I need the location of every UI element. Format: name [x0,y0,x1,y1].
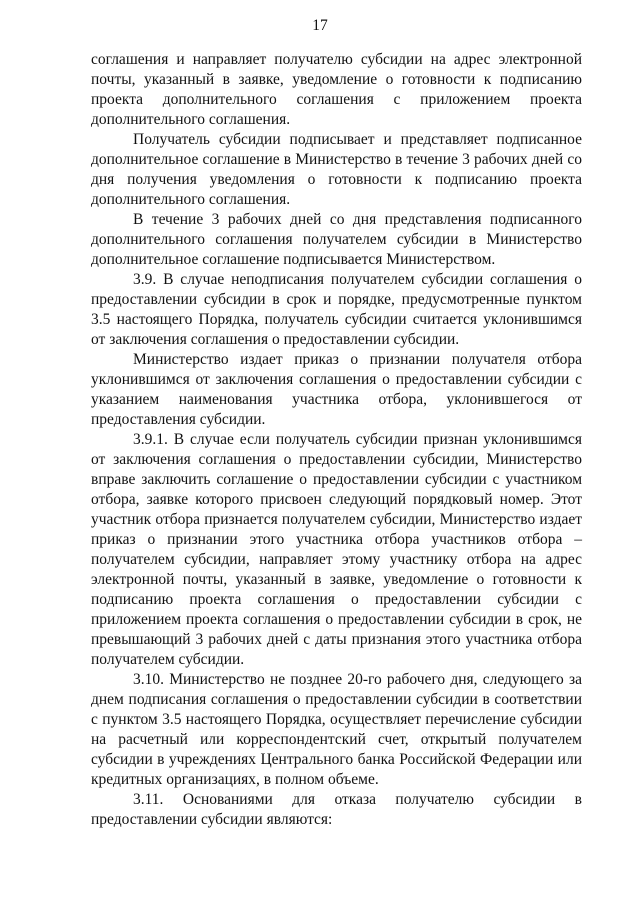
paragraph-clause-3-9-1: 3.9.1. В случае если получатель субсидии признан уклонившимся от заключения соглашения о предоставлении субсидии, Министерство вправе заключить соглашение о предоставлении субсидии с участником отбора, заявке которого присвоен следующий порядковый номер. Этот участник отбора признается получателем субсидии, Министерство издает приказ о признании этого участника отбора участников отбора – получателем субсидии, направляет этому участнику отбора на адрес электронной почты, указанный в заявке, уведомление о готовности к подписанию проекта соглашения о предоставлении субсидии с приложением проекта соглашения о предоставлении субсидии в срок, не превышающий 3 рабочих дней с даты признания этого участника отбора получателем субсидии. [91,431,582,668]
paragraph-clause-3-11: 3.11. Основаниями для отказа получателю субсидии в предоставлении субсидии являются: [91,791,582,828]
paragraph-continuation: соглашения и направляет получателю субсидии на адрес электронной почты, указанный в заявке, уведомление о готовности к подписанию проекта дополнительного соглашения с приложением проекта дополнительного соглашения. [91,51,582,128]
page-number: 17 [312,17,328,34]
paragraph: Получатель субсидии подписывает и представляет подписанное дополнительное соглашение в Министерство в течение 3 рабочих дней со дня получения уведомления о готовности к подписанию проекта дополнительного соглашения. [91,131,582,208]
paragraph: Министерство издает приказ о признании получателя отбора уклонившимся от заключения соглашения о предоставлении субсидии с указанием наименования участника отбора, уклонившегося от предоставления субсидии. [91,351,582,428]
document-body [91,50,582,830]
paragraph: В течение 3 рабочих дней со дня представления подписанного дополнительного соглашения получателем субсидии в Министерство дополнительное соглашение подписывается Министерством. [91,211,582,268]
paragraph-clause-3-9: 3.9. В случае неподписания получателем субсидии соглашения о предоставлении субсидии в срок и порядке, предусмотренные пунктом 3.5 настоящего Порядка, получатель субсидии считается уклонившимся от заключения соглашения о предоставлении субсидии. [91,271,582,348]
paragraph-clause-3-10: 3.10. Министерство не позднее 20-го рабочего дня, следующего за днем подписания соглашения о предоставлении субсидии в соответствии с пунктом 3.5 настоящего Порядка, осуществляет перечисление субсидии на расчетный или корреспондентский счет, открытый получателем субсидии в учреждениях Центрального банка Российской Федерации или кредитных организациях, в полном объеме. [91,671,582,788]
